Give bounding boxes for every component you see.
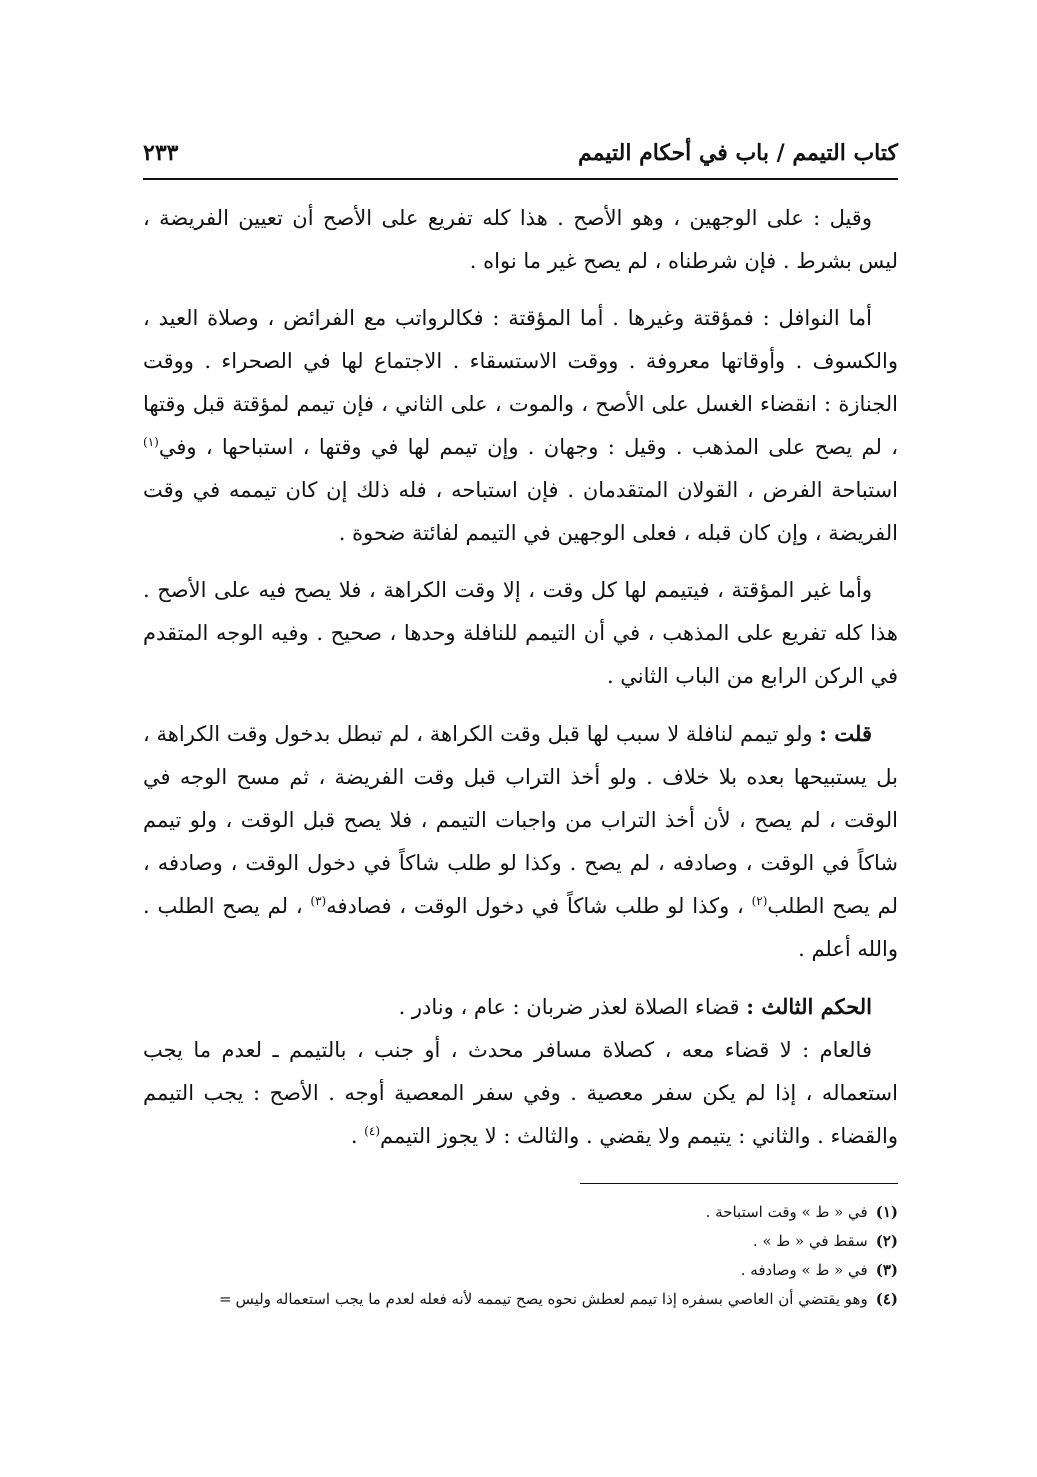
paragraph xyxy=(143,569,898,698)
footnote xyxy=(143,1198,898,1227)
footnote-number: (٢) xyxy=(875,1232,898,1250)
paragraph-text: ، لم يصح الطلب . والله أعلم . xyxy=(143,894,898,961)
footnote-number: (١) xyxy=(875,1203,898,1221)
footnote-number: (٣) xyxy=(875,1261,898,1279)
footnote-text: في « ط » وصادفه . xyxy=(740,1261,868,1279)
footnote xyxy=(143,1227,898,1256)
paragraph-text: استباحة الفرض ، القولان المتقدمان . فإن استباحه ، فله ذلك إن كان تيممه في وقت الفريضة ، وإن كان قبله ، فعلى الوجهين في التيمم لفائتة ضحوة . xyxy=(143,478,898,545)
paragraph-text: وأما غير المؤقتة ، فيتيمم لها كل وقت ، إلا وقت الكراهة ، فلا يصح فيه على الأصح . هذا كله تفريع على المذهب ، في أن التيمم للنافلة وحدها ، صحيح . وفيه الوجه المتقدم في الركن الرابع من الباب الثاني . xyxy=(143,578,898,688)
paragraph-text: وقيل : على الوجهين ، وهو الأصح . هذا كله تفريع على الأصح أن تعيين الفريضة ، ليس بشرط . فإن شرطناه ، لم يصح غير ما نواه . xyxy=(143,206,898,273)
footnote-text: سقط في « ط » . xyxy=(752,1232,868,1250)
footnote-text: في « ط » وقت استباحة . xyxy=(705,1203,868,1221)
page-header xyxy=(143,140,898,180)
footnote-continuation: = xyxy=(218,1290,232,1308)
paragraph-text: ، وكذا لو طلب شاكاً في دخول الوقت ، فصادفه xyxy=(326,894,752,918)
paragraph-text: فالعام : لا قضاء معه ، كصلاة مسافر محدث ، أو جنب ، بالتيمم ـ لعدم ما يجب استعماله ، إذا لم يكن سفر معصية . وفي سفر المعصية أوجه . الأصح : يجب التيمم والقضاء . والثاني : يتيمم ولا يقضي . والثالث : لا يجوز التيمم xyxy=(143,1038,898,1148)
paragraph-lead: قلت : xyxy=(819,721,872,746)
paragraph xyxy=(143,712,898,971)
footnote-text: وهو يقتضي أن العاصي بسفره إذا تيمم لعطش نحوه يصح تيممه لأنه فعله لعدم ما يجب استعماله وليس xyxy=(235,1290,868,1308)
paragraph xyxy=(143,297,898,555)
paragraph-text: ولو تيمم لنافلة لا سبب لها قبل وقت الكراهة ، لم تبطل بدخول وقت الكراهة ، بل يستبيحها بعده بلا خلاف . ولو أخذ التراب قبل وقت الفريضة ، ثم مسح الوجه في الوقت ، لم يصح ، لأن أخذ التراب من واجبات التيمم ، فلا يصح قبل الوقت ، ولو تيمم شاكاً في الوقت ، وصادفه ، لم يصح . وكذا لو طلب شاكاً في دخول الوقت ، وصادفه ، لم يصح الطلب xyxy=(143,722,898,918)
footnote xyxy=(143,1256,898,1285)
footnote-number: (٤) xyxy=(875,1290,898,1308)
footnote-ref[interactable]: (٣) xyxy=(310,894,327,908)
paragraph-text: أما النوافل : فمؤقتة وغيرها . أما المؤقتة : فكالرواتب مع الفرائض ، وصلاة العيد ، والكسوف . وأوقاتها معروفة . ووقت الاستسقاء . الاجتماع لها في الصحراء . ووقت الجنازة : انقضاء الغسل على الأصح ، والموت ، على الثاني ، فإن تيمم لمؤقتة قبل وقتها ، لم يصح على المذهب . وقيل : وجهان . وإن تيمم لها في وقتها ، استباحها ، وفي xyxy=(143,306,898,459)
main-text xyxy=(143,197,898,1158)
footnote-divider xyxy=(580,1183,898,1184)
footnotes xyxy=(143,1198,898,1314)
footnote-ref[interactable]: (٤) xyxy=(364,1124,380,1138)
paragraph xyxy=(143,985,898,1029)
paragraph xyxy=(143,1029,898,1158)
page-number: ٢٣٣ xyxy=(143,140,179,166)
paragraph-text: قضاء الصلاة لعذر ضربان : عام ، ونادر . xyxy=(398,995,747,1019)
paragraph-text: . xyxy=(350,1124,365,1148)
footnote-ref[interactable]: (٢) xyxy=(751,894,768,908)
running-title: كتاب التيمم / باب في أحكام التيمم xyxy=(578,140,898,166)
footnote-ref[interactable]: (١) xyxy=(143,435,159,449)
paragraph-lead: الحكم الثالث : xyxy=(746,994,872,1019)
paragraph xyxy=(143,197,898,283)
footnote xyxy=(143,1285,898,1314)
